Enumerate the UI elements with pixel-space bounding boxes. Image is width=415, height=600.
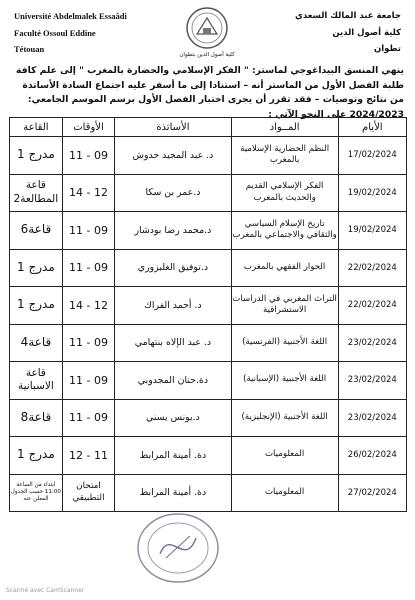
header-times: الأوقات: [62, 118, 114, 137]
table-row: [10, 287, 407, 325]
exam-date: 23/02/2024: [338, 362, 406, 400]
exam-subject: اللغة الأجنبية (الإنجليزية): [231, 399, 338, 437]
table-row: [10, 362, 407, 400]
exam-professor: د.توفيق الغلبزوري: [115, 249, 231, 287]
exam-room: قاعة المطالعة2: [10, 174, 63, 212]
exam-time: 09 - 11: [62, 362, 114, 400]
exam-room: مدرج 1: [10, 249, 63, 287]
exam-date: 17/02/2024: [338, 137, 406, 175]
exam-time: 12 - 14: [62, 287, 114, 325]
announcement-intro: ينهي المنسق البيداغوجي لماستر: " الفكر الإسلامي والحضارة بالمغرب " إلى علم كافة طلبة الفصل الأول من الماستر أنه – استنادا إلى ما أسفر عليه اجتماع السادة الأساتذة من نتائج وتوصيات – فقد تقرر أن يجرى اختبار الفصل الأول برسم الموسم الجامعي: 2024/2023 على النحو الآتي :: [16, 65, 404, 121]
header-professors: الأساتذة: [115, 118, 231, 137]
exam-room: ابتداء من الساعة 11:00 حسب الجدول المعلن عنه: [10, 474, 63, 512]
exam-subject: المعلوميات: [231, 437, 338, 475]
table-header-row: [10, 118, 407, 137]
exam-professor: د. أحمد الفراك: [115, 287, 231, 325]
exam-time: 09 - 11: [62, 324, 114, 362]
exam-professor: د. عبد المجيد حدوش: [115, 137, 231, 175]
table-row: [10, 437, 407, 475]
exam-time: امتحان التطبيقي: [62, 474, 114, 512]
exam-subject: تاريخ الإسلام السياسي والثقافي والاجتماعي بالمغرب: [231, 212, 338, 250]
exam-professor: د. عبد الإلاه بنتهامي: [115, 324, 231, 362]
header-subjects: المــواد: [231, 118, 338, 137]
table-row: [10, 324, 407, 362]
exam-date: 23/02/2024: [338, 399, 406, 437]
exam-time: 09 - 11: [62, 137, 114, 175]
university-line-ar: جامعة عبد المالك السعدي: [295, 11, 401, 21]
exam-professor: د.محمد رضا بودشار: [115, 212, 231, 250]
table-row: [10, 174, 407, 212]
exam-subject: النظم الحضارية الإسلامية بالمغرب: [231, 137, 338, 175]
logo-caption: كلية أصول الدين بتطوان: [179, 52, 235, 58]
faculty-logo-icon: [185, 6, 229, 50]
exam-subject: اللغة الأجنبية (الإسبانية): [231, 362, 338, 400]
table-row: [10, 137, 407, 175]
exam-date: 23/02/2024: [338, 324, 406, 362]
exam-time: 09 - 11: [62, 212, 114, 250]
city-line-ar: تطوان: [374, 44, 401, 55]
exam-subject: المعلوميات: [231, 474, 338, 512]
official-stamp-icon: [130, 508, 226, 588]
exam-room: قاعة8: [10, 399, 63, 437]
exam-subject: التراث المغربي في الدراسات الاستشراقية: [231, 287, 338, 325]
scanner-watermark: Scanné avec CamScanner: [6, 587, 85, 594]
exam-professor: دة.حنان المجدوبي: [115, 362, 231, 400]
exam-date: 26/02/2024: [338, 437, 406, 475]
exam-professor: دة. أمينة المرابط: [115, 437, 231, 475]
exam-professor: د.عمر بن سكا: [115, 174, 231, 212]
exam-room: قاعة6: [10, 212, 63, 250]
exam-subject: الحوار الفقهي بالمغرب: [231, 249, 338, 287]
exam-time: 09 - 11: [62, 249, 114, 287]
exam-room: مدرج 1: [10, 437, 63, 475]
exam-professor: دة. أمينة المرابط: [115, 474, 231, 512]
exam-schedule-table: [9, 117, 407, 512]
header-days: الأيام: [338, 118, 406, 137]
exam-professor: د.يونس يسني: [115, 399, 231, 437]
table-row: [10, 249, 407, 287]
table-row: [10, 212, 407, 250]
university-name-fr: [14, 8, 154, 58]
faculty-line-ar: كلية أصول الدين: [332, 27, 401, 38]
exam-subject: الفكر الإسلامي القديم والحديث بالمغرب: [231, 174, 338, 212]
table-row: [10, 474, 407, 512]
exam-room: مدرج 1: [10, 287, 63, 325]
exam-time: 09 - 11: [62, 399, 114, 437]
exam-time: 11 - 12: [62, 437, 114, 475]
university-name-ar: [281, 8, 401, 58]
exam-room: مدرج 1: [10, 137, 63, 175]
exam-date: 22/02/2024: [338, 249, 406, 287]
table-row: [10, 399, 407, 437]
exam-room: قاعة الاسبانية: [10, 362, 63, 400]
exam-date: 27/02/2024: [338, 474, 406, 512]
exam-room: قاعة4: [10, 324, 63, 362]
city-line: Tétouan: [14, 44, 45, 55]
exam-date: 22/02/2024: [338, 287, 406, 325]
exam-date: 19/02/2024: [338, 174, 406, 212]
university-line: Université Abdelmalek Essaâdi: [14, 11, 127, 21]
header-room: القاعة: [10, 118, 63, 137]
exam-date: 19/02/2024: [338, 212, 406, 250]
faculty-line: Faculté Ossoul Eddine: [14, 27, 96, 38]
exam-subject: اللغة الأجنبية (الفرنسية): [231, 324, 338, 362]
exam-time: 12 - 14: [62, 174, 114, 212]
